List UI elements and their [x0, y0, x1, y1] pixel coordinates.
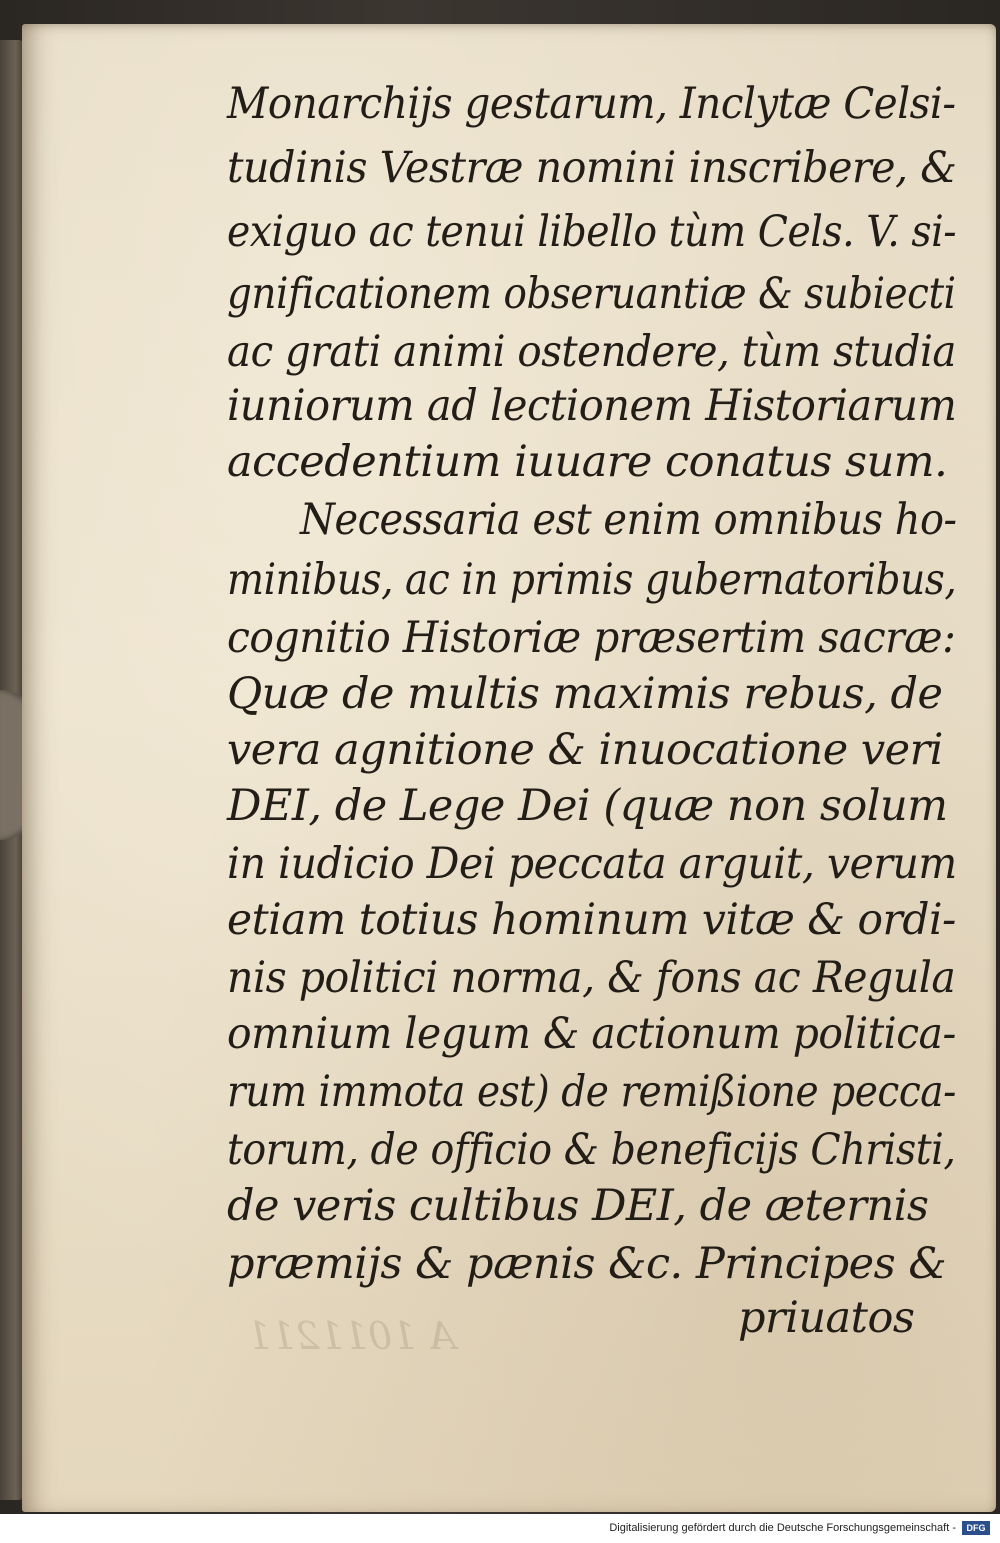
text-line: Necessaria est enim omnibus ho-	[300, 495, 957, 545]
page-text	[22, 24, 996, 1512]
text-line: iuniorum ad lectionem Historiarum	[227, 381, 957, 431]
text-line: omnium legum & actionum politica-	[227, 1009, 956, 1059]
text-line: gnificationem obseruantiæ & subiecti	[227, 269, 956, 319]
text-line: vera agnitione & inuocatione veri	[227, 725, 943, 775]
text-line: præmijs & pænis &c. Principes &	[227, 1239, 947, 1289]
text-line: rum immota est) de remißione pecca-	[227, 1067, 956, 1117]
text-line: exiguo ac tenui libello tùm Cels. V. si-	[227, 207, 957, 257]
book-page	[22, 24, 996, 1512]
text-line: Monarchijs gestarum, Inclytæ Celsi-	[227, 79, 956, 129]
text-line: cognitio Historiæ præsertim sacræ:	[227, 613, 956, 663]
footer-bar	[0, 1514, 1000, 1543]
text-line: Quæ de multis maximis rebus, de	[227, 669, 943, 719]
text-line: in iudicio Dei peccata arguit, verum	[227, 839, 957, 889]
text-line: ac grati animi ostendere, tùm studia	[227, 327, 956, 377]
dfg-logo-icon: DFG	[962, 1521, 990, 1535]
catchword: priuatos	[738, 1293, 915, 1343]
text-line: de veris cultibus DEI, de æternis	[227, 1181, 929, 1231]
text-line: etiam totius hominum vitæ & ordi-	[227, 895, 956, 945]
text-line: DEI, de Lege Dei (quæ non solum	[227, 781, 948, 831]
text-line: accedentium iuuare conatus sum.	[227, 437, 948, 487]
text-line: minibus, ac in primis gubernatoribus,	[227, 555, 957, 605]
funding-credit: Digitalisierung gefördert durch die Deutsche Forschungsgemeinschaft -	[609, 1522, 956, 1534]
text-line: tudinis Vestræ nomini inscribere, &	[227, 143, 957, 193]
text-line: torum, de officio & beneficijs Christi,	[227, 1125, 956, 1175]
text-line: nis politici norma, & fons ac Regula	[227, 953, 956, 1003]
bleed-through-text: A 1011211	[247, 1314, 456, 1358]
